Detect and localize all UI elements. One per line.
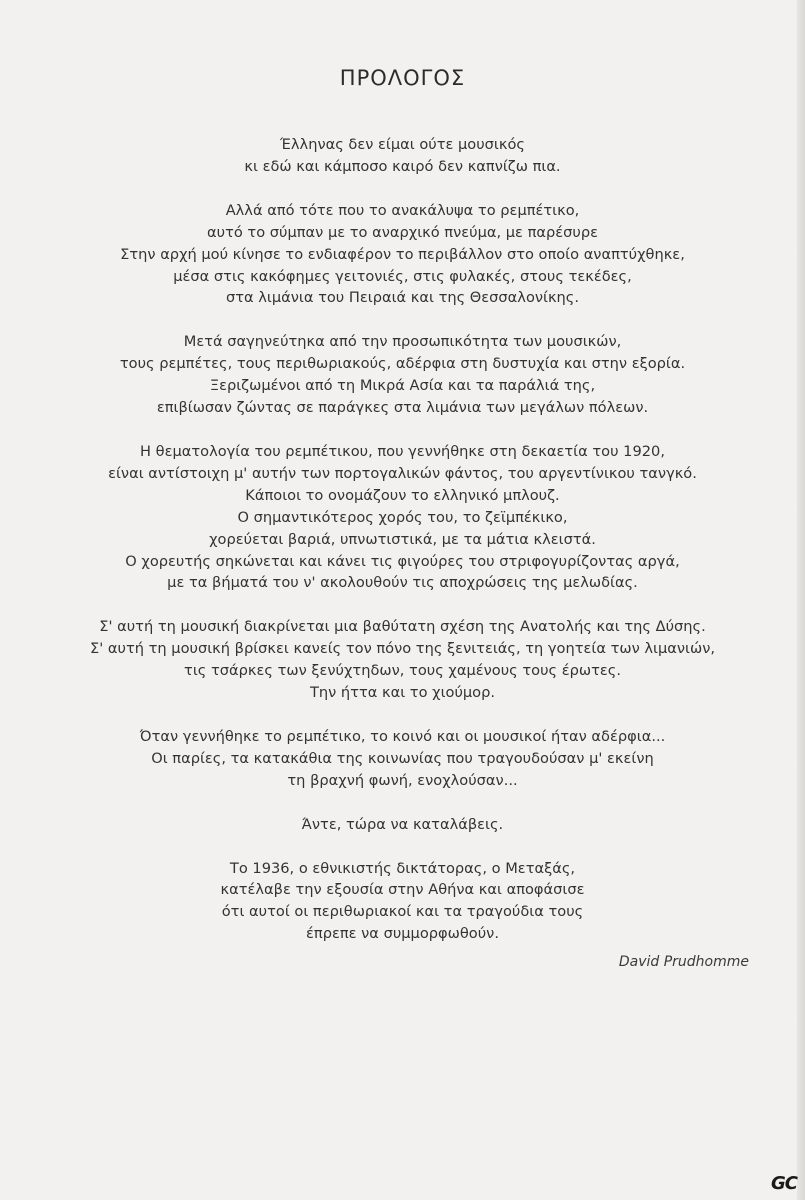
page-edge	[797, 0, 805, 1200]
text-line: Ο χορευτής σηκώνεται και κάνει τις φιγούρες του στριφογυρίζοντας αργά,	[125, 552, 680, 570]
text-line: με τα βήματά του ν' ακολουθούν τις αποχρώσεις της μελωδίας.	[167, 574, 638, 592]
text-line: Ξεριζωμένοι από τη Μικρά Ασία και τα παράλιά της,	[209, 377, 596, 395]
text-line: στα λιμάνια του Πειραιά και της Θεσσαλονίκης.	[225, 289, 580, 307]
text-line: είναι αντίστοιχη μ' αυτήν των πορτογαλικών φάντος, του αργεντίνικου τανγκό.	[108, 464, 697, 482]
text-line: αυτό το σύμπαν με το αναρχικό πνεύμα, με παρέσυρε	[207, 223, 598, 241]
text-line: Το 1936, ο εθνικιστής δικτάτορας, ο Μεταξάς,	[229, 859, 576, 877]
text-line: Σ' αυτή τη μουσική βρίσκει κανείς τον πόνο της ξενιτειάς, τη γοητεία των λιμανιών,	[90, 640, 715, 658]
text-line: τη βραχνή φωνή, ενοχλούσαν...	[287, 771, 518, 789]
text-line: Αλλά από τότε που το ανακάλυψα το ρεμπέτικο,	[225, 201, 580, 219]
stanza	[20, 858, 785, 946]
text-line: έπρεπε να συμμορφωθούν.	[306, 925, 499, 943]
text-line: Σ' αυτή τη μουσική διακρίνεται μια βαθύτατη σχέση της Ανατολής και της Δύσης.	[99, 618, 706, 636]
text-line: Έλληνας δεν είμαι ούτε μουσικός	[280, 136, 525, 153]
author-signature: David Prudhomme	[618, 954, 749, 970]
text-line: κατέλαβε την εξουσία στην Αθήνα και αποφάσισε	[220, 881, 585, 899]
stanza	[20, 441, 785, 594]
text-line: Κάποιοι το ονομάζουν το ελληνικό μπλουζ.	[245, 486, 560, 504]
stanza	[20, 616, 785, 704]
text-line: μέσα στις κακόφημες γειτονιές, στις φυλακές, στους τεκέδες,	[173, 267, 632, 285]
text-line: Στην αρχή μού κίνησε το ενδιαφέρον το περιβάλλον στο οποίο αναπτύχθηκε,	[120, 245, 685, 263]
text-line: επιβίωσαν ζώντας σε παράγκες στα λιμάνια των μεγάλων πόλεων.	[156, 399, 649, 417]
stanza	[20, 134, 785, 178]
page-title: ΠΡΟΛΟΓΟΣ	[339, 66, 466, 90]
text-line: Άντε, τώρα να καταλάβεις.	[301, 815, 504, 833]
text-line: κι εδώ και κάμποσο καιρό δεν καπνίζω πια.	[244, 157, 561, 175]
text-line: Την ήττα και το χιούμορ.	[309, 684, 496, 702]
text-line: Μετά σαγηνεύτηκα από την προσωπικότητα των μουσικών,	[183, 333, 622, 351]
text-line: ότι αυτοί οι περιθωριακοί και τα τραγούδια τους	[221, 903, 584, 921]
stanza	[20, 200, 785, 310]
prologue-text	[20, 134, 785, 967]
text-line: Ο σημαντικότερος χορός του, το ζεϊμπέκικο,	[237, 508, 568, 526]
text-line: τους ρεμπέτες, τους περιθωριακούς, αδέρφια στη δυστυχία και στην εξορία.	[119, 355, 686, 373]
stanza	[20, 331, 785, 419]
text-line: χορεύεται βαριά, υπνωτιστικά, με τα μάτια κλειστά.	[209, 530, 596, 548]
text-line: Όταν γεννήθηκε το ρεμπέτικο, το κοινό και οι μουσικοί ήταν αδέρφια...	[139, 727, 666, 745]
text-line: Η θεματολογία του ρεμπέτικου, που γεννήθηκε στη δεκαετία του 1920,	[140, 442, 665, 460]
stanza	[20, 814, 785, 836]
publisher-logo: GC	[771, 1173, 797, 1194]
text-line: τις τσάρκες των ξενύχτηδων, τους χαμένους τους έρωτες.	[184, 662, 621, 680]
stanza	[20, 726, 785, 792]
text-line: Οι παρίες, τα κατακάθια της κοινωνίας που τραγουδούσαν μ' εκείνη	[151, 749, 654, 767]
